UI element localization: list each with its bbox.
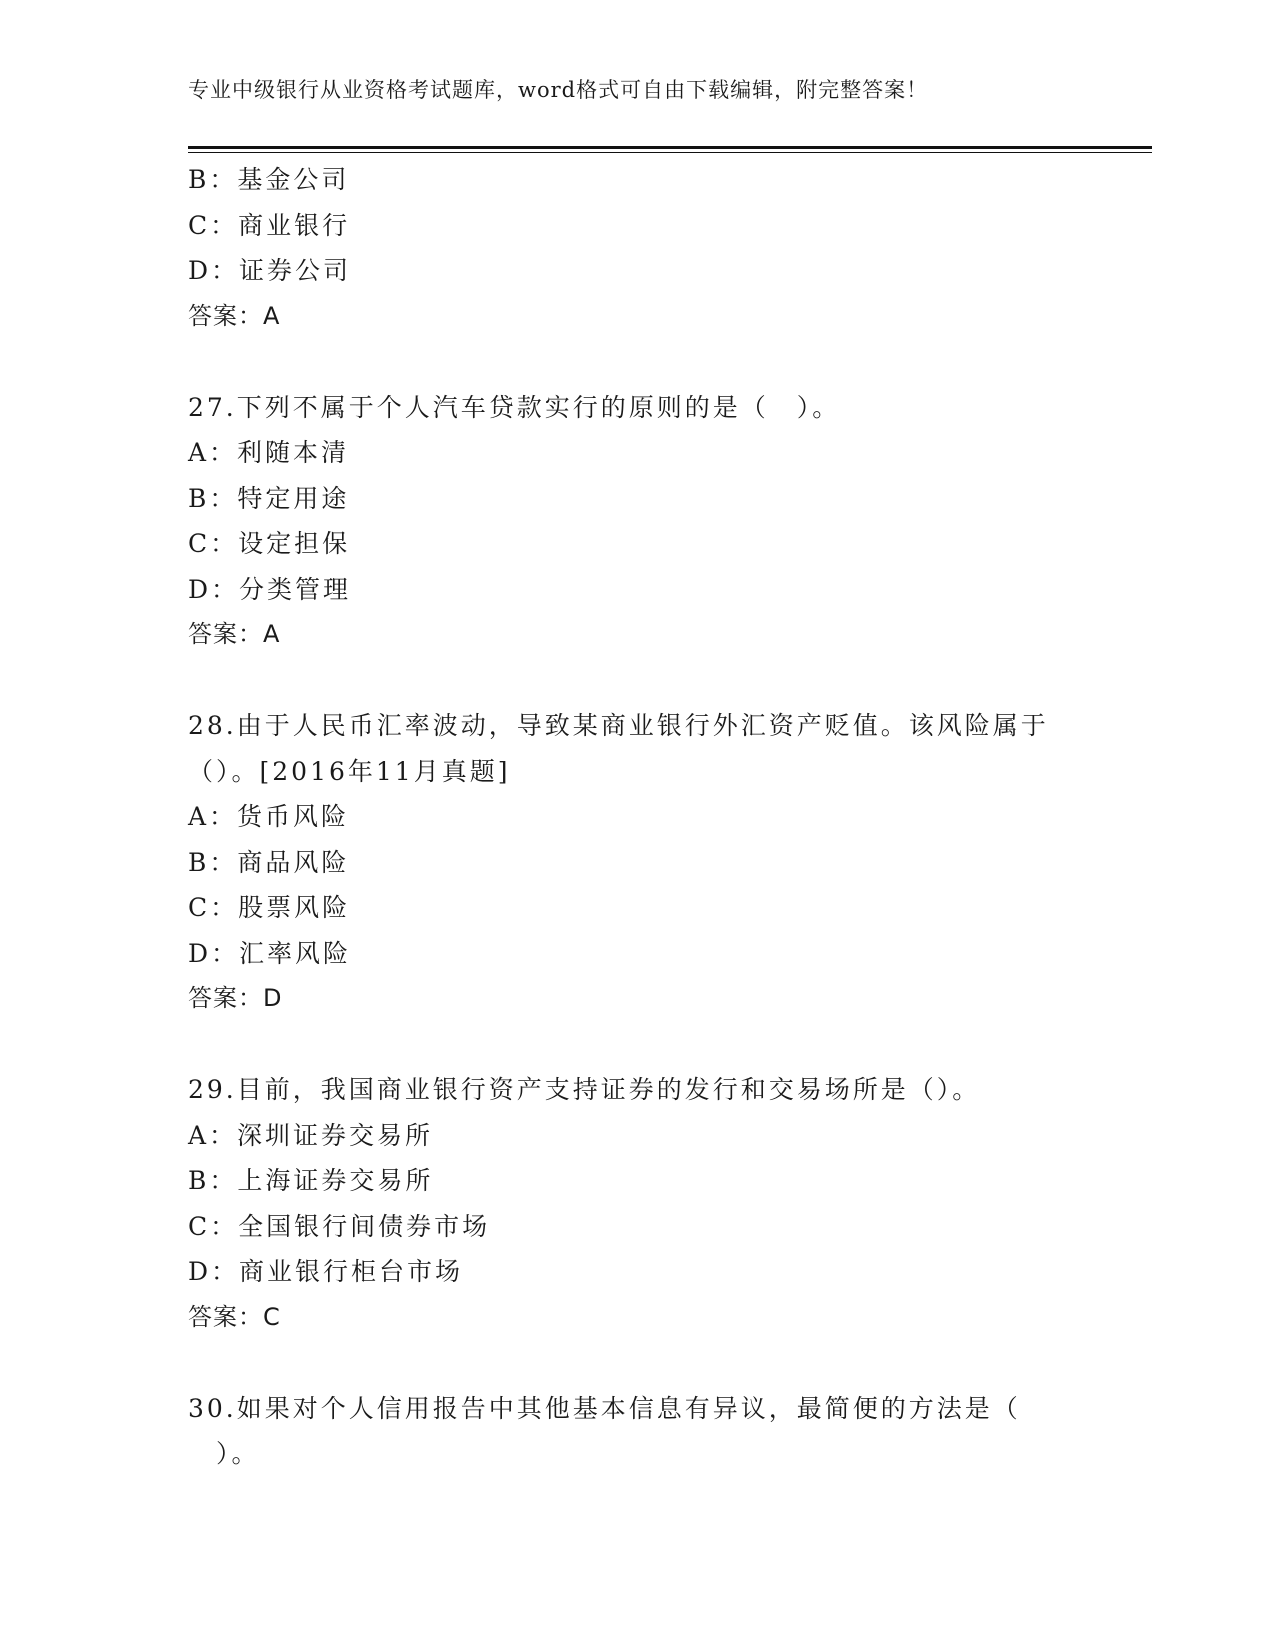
option-c: C：股票风险 bbox=[188, 893, 351, 922]
option-b: B：商品风险 bbox=[188, 847, 350, 877]
page-header: 专业中级银行从业资格考试题库，word格式可自由下载编辑，附完整答案！ bbox=[188, 78, 929, 102]
spacer bbox=[188, 339, 1088, 385]
question-27 bbox=[188, 385, 1088, 658]
question-stem-line-2: （）。[2016年11月真题] bbox=[188, 756, 511, 786]
question-30 bbox=[188, 1386, 1088, 1477]
question-28 bbox=[188, 703, 1088, 1022]
question-stem-line-1: 28.由于人民币汇率波动，导致某商业银行外汇资产贬值。该风险属于 bbox=[188, 711, 1049, 740]
option-d: D：证券公司 bbox=[188, 256, 352, 285]
question-stem-line-2: ）。 bbox=[216, 1439, 260, 1468]
header-rule-thin bbox=[188, 152, 1152, 153]
option-a: A：货币风险 bbox=[188, 802, 350, 831]
question-stem-line-1: 30.如果对个人信用报告中其他基本信息有异议，最简便的方法是（ bbox=[188, 1393, 1021, 1423]
option-b: B：基金公司 bbox=[188, 165, 350, 194]
option-c: C：设定担保 bbox=[188, 529, 351, 558]
option-d: D：商业银行柜台市场 bbox=[188, 1257, 464, 1286]
question-26-tail bbox=[188, 157, 1088, 339]
option-c: C：全国银行间债券市场 bbox=[188, 1211, 491, 1241]
answer: 答案：A bbox=[188, 620, 281, 648]
answer: 答案：C bbox=[188, 1302, 281, 1331]
option-b: B：上海证券交易所 bbox=[188, 1166, 434, 1195]
question-29 bbox=[188, 1067, 1088, 1340]
question-content bbox=[188, 157, 1088, 1477]
option-d: D：分类管理 bbox=[188, 574, 352, 604]
spacer bbox=[188, 1340, 1088, 1386]
spacer bbox=[188, 658, 1088, 704]
option-b: B：特定用途 bbox=[188, 483, 350, 513]
question-stem: 29.目前，我国商业银行资产支持证券的发行和交易场所是（）。 bbox=[188, 1075, 981, 1104]
question-stem: 27.下列不属于个人汽车贷款实行的原则的是（ ）。 bbox=[188, 392, 841, 422]
option-c: C：商业银行 bbox=[188, 210, 351, 240]
option-a: A：深圳证券交易所 bbox=[188, 1120, 434, 1150]
spacer bbox=[188, 1022, 1088, 1068]
answer: 答案：A bbox=[188, 301, 281, 330]
option-d: D：汇率风险 bbox=[188, 938, 352, 968]
option-a: A：利随本清 bbox=[188, 438, 350, 467]
answer: 答案：D bbox=[188, 984, 283, 1012]
header-rule-thick bbox=[188, 146, 1152, 149]
